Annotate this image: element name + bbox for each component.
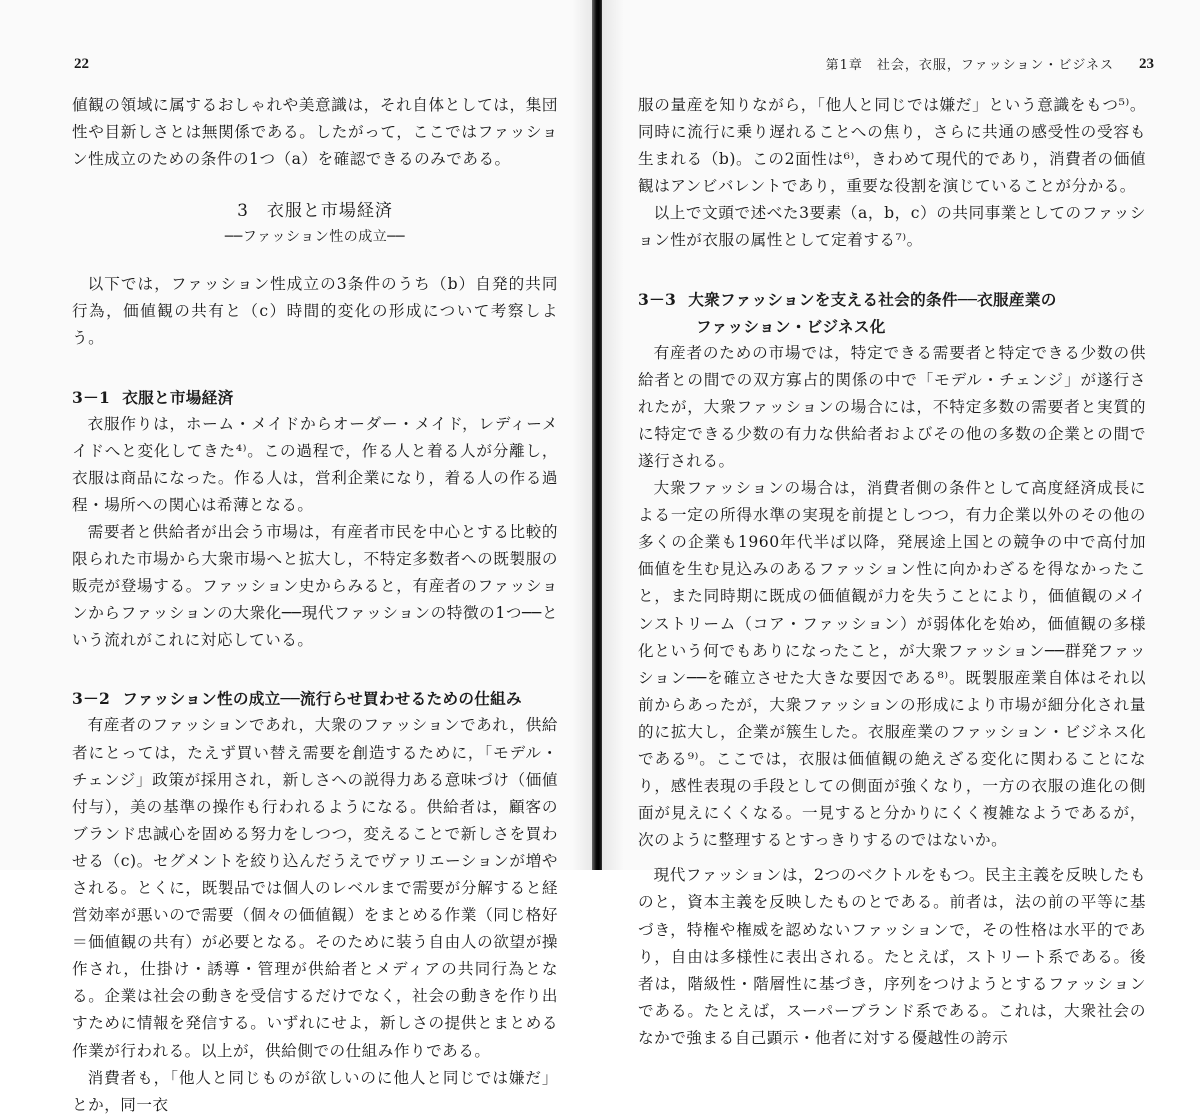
paragraph: 現代ファッションは，2つのベクトルをもつ。民主主義を反映したものと，資本主義を反映したものとである。前者は，法の前の平等に基づき，特権や権威を認めないファッションで，その性格は水平的であり，自由は多様性に表出される。たとえば，ストリート系である。後者は，階級性・階層性に基づき，序列をつけようとするファッションである。たとえば，スーパーブランド系である。これは，大衆社会のなかで強まる自己顕示・他者に対する優越性の誇示 bbox=[638, 866, 1146, 1047]
subsection-title: ファッション性の成立──流行らせ買わせるための仕組み bbox=[122, 689, 522, 709]
subsection-number: 3－2 bbox=[72, 689, 111, 709]
left-page-body bbox=[72, 92, 558, 1119]
subsection-number: 3－1 bbox=[72, 387, 111, 407]
paragraph: 消費者も，「他人と同じものが欲しいのに他人と同じでは嫌だ」とか，同一衣 bbox=[72, 1068, 558, 1114]
paragraph-continued: 服の量産を知りながら，「他人と同じでは嫌だ」という意識をもつ⁵⁾。同時に流行に乗り遅れることへの焦り，さらに共通の感受性の受容も生まれる（b)。この2面性は⁶⁾，きわめて現代的であり，消費者の価値観はアンビバレントであり，重要な役割を演じていることが分かる。 bbox=[638, 96, 1146, 196]
paragraph-section-intro: 以下では，ファッション性成立の3条件のうち（b）自発的共同行為，価値観の共有と（c）時間的変化の形成について考察しよう。 bbox=[72, 275, 558, 348]
right-page-shadow bbox=[602, 0, 624, 870]
right-page-body bbox=[638, 92, 1146, 1052]
paragraph-intro: 値観の領域に属するおしゃれや美意識は，それ自体としては，集団性や目新しさとは無関係である。したがって，ここではファッション性成立のための条件の1つ（a）を確認できるのみである。 bbox=[72, 96, 558, 169]
paragraph: 衣服作りは，ホーム・メイドからオーダー・メイド，レディーメイドへと変化してきた⁴⁾。この過程で，作る人と着る人が分離し，衣服は商品になった。作る人は，営利企業になり，着る人の作る過程・場所への関心は希薄となる。 bbox=[72, 414, 558, 514]
subsection-title: 大衆ファッションを支える社会的条件──衣服産業の bbox=[688, 289, 1057, 309]
page-number-left: 22 bbox=[74, 56, 89, 72]
left-page-shadow bbox=[572, 0, 594, 870]
paragraph: 有産者のファッションであれ，大衆のファッションであれ，供給者にとっては，たえず買い替え需要を創造するために，「モデル・チェンジ」政策が採用され，新しさへの説得力ある意味づけ（価値付与），美の基準の操作も行われるようになる。供給者は，顧客のブランド忠誠心を固める努力をしつつ，変えることで新しさを買わせる（c)。セグメントを絞り込んだうえでヴァリエーションが増やされる。とくに，既製品では個人のレベルまで需要が分解すると経営効率が悪いので需要（個々の価値観）をまとめる作業（同じ格好＝価値観の共有）が必要となる。そのために装う自由人の欲望が操作され，仕掛け・誘導・管理が供給者とメディアの共同行為となる。企業は社会の動きを受信するだけでなく，社会の動きを作り出すために情報を発信する。いずれにせよ，新しさの提供とまとめる作業が行われる。以上が，供給側での仕組み作りである。 bbox=[72, 716, 558, 1060]
subsection-number: 3－3 bbox=[638, 289, 677, 309]
subsection-heading-3-2 bbox=[72, 685, 558, 712]
section-title: 3 衣服と市場経済 bbox=[237, 201, 393, 222]
running-head: 第1章 社会，衣服，ファッション・ビジネス bbox=[825, 58, 1114, 73]
section-subtitle: ──ファッション性の成立── bbox=[224, 229, 406, 246]
subsection-heading-3-1 bbox=[72, 384, 558, 411]
paragraph: 以上で文頭で述べた3要素（a，b，c）の共同事業としてのファッション性が衣服の属性として定着する⁷⁾。 bbox=[638, 204, 1146, 250]
subsection-title: 衣服と市場経済 bbox=[122, 387, 234, 407]
right-page bbox=[602, 0, 1200, 1047]
paragraph: 需要者と供給者が出会う市場は，有産者市民を中心とする比較的限られた市場から大衆市場へと拡大し，不特定多数者への既製服の販売が登場する。ファッション史からみると，有産者のファッションからファッションの大衆化──現代ファッションの特徴の1つ──という流れがこれに対応している。 bbox=[72, 522, 558, 650]
subsection-title-continued: ファッション・ビジネス化 bbox=[696, 316, 886, 336]
subsection-heading-3-3 bbox=[638, 286, 1146, 313]
paragraph: 有産者のための市場では，特定できる需要者と特定できる少数の供給者との間での双方寡占的関係の中で「モデル・チェンジ」が遂行されたが，大衆ファッションの場合には，不特定多数の需要者と実質的に特定できる少数の有力な供給者およびその他の多数の企業との間で遂行される。 bbox=[638, 343, 1146, 470]
page-number-right: 23 bbox=[1139, 56, 1154, 72]
paragraph: 大衆ファッションの場合は，消費者側の条件として高度経済成長による一定の所得水準の実現を前提としつつ，有力企業以外のその他の多くの企業も1960年代半ば以降，発展途上国との競争の中で高付加価値を生む見込みのあるファッション性に向かわざるを得なかったこと，また同時期に既成の価値観が力を失うことにより，価値観のメインストリーム（コア・ファッション）が弱体化を始め，価値観の多様化という何でもありになったこと，が大衆ファッション──群発ファッション──を確立させた大きな要因である⁸⁾。既製服産業自体はそれ以前からあったが，大衆ファッションの形成により市場が細分化され量的に拡大し，企業が簇生した。衣服産業のファッション・ビジネス化である⁹⁾。ここでは，衣服は価値観の絶えざる変化に関わることになり，感性表現の手段としての側面が強くなり，一方の衣服の進化の側面が見えにくくなる。一見すると分かりにくく複雑なようであるが，次のように整理するとすっきりするのではないか。 bbox=[638, 479, 1146, 850]
left-page bbox=[0, 0, 594, 1114]
